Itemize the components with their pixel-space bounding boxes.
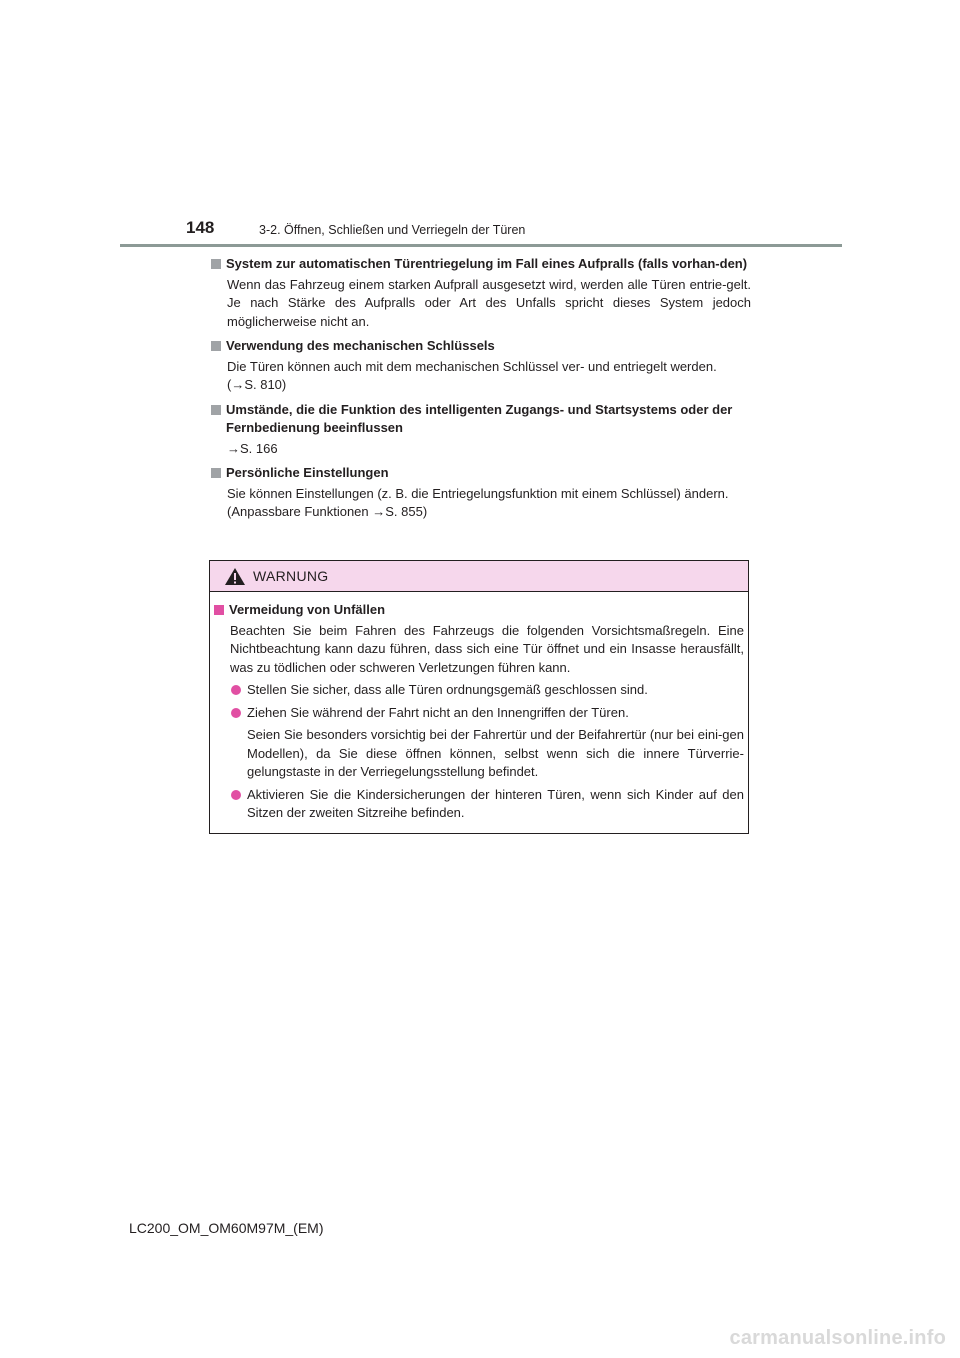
section-personal-settings [211,464,751,522]
warning-bullet [214,786,744,823]
warning-intro: Beachten Sie beim Fahren des Fahrzeugs die folgenden Vorsichtsmaßregeln. Eine Nichtbeachtung kann dazu führen, dass sich eine Tür öffnet und ein Insasse herausfällt, was zu tödlichen oder schweren Verletzungen führen kann. [230,622,744,675]
page-number: 148 [186,218,215,237]
section-heading [211,337,751,356]
round-bullet-icon [231,685,241,695]
warning-bullet [214,681,744,700]
square-bullet-icon [211,468,221,478]
section-heading-text: System zur automatischen Türentriegelung im Fall eines Aufpralls (falls vorhan-den) [226,256,748,271]
section-crash-unlock [211,255,751,331]
warning-body [214,601,744,823]
warning-bullet-detail: Seien Sie besonders vorsichtig bei der Fahrertür und der Beifahrertür (nur bei eini-gen Modellen), da Sie diese öffnen können, selbst wenn sich die innere Türverrie-gelungstaste in der Verriegelungsstellung befindet. [247,727,744,779]
bullet-text: Aktivieren Sie die Kindersicherungen der hinteren Türen, wenn sich Kinder auf den Sitzen der zweiten Sitzreihe befinden. [247,786,744,820]
bullet-text: Ziehen Sie während der Fahrt nicht an den Innengriffen der Türen. [247,704,629,720]
square-bullet-icon [211,341,221,351]
section-text: →S. 166 [227,440,278,456]
square-bullet-icon [214,605,224,615]
section-heading-text: Verwendung des mechanischen Schlüssels [226,338,495,353]
section-smart-entry-factors [211,401,751,459]
warning-heading [214,601,744,620]
chapter-title: 3-2. Öffnen, Schließen und Verriegeln der Türen [259,223,526,237]
square-bullet-icon [211,405,221,415]
section-heading [211,401,751,438]
section-text: Sie können Einstellungen (z. B. die Entriegelungsfunktion mit einem Schlüssel) ändern. (Anpassbare Funktionen →S. 855) [227,485,729,519]
section-heading [211,464,751,483]
section-heading-text: Persönliche Einstellungen [226,465,389,480]
document-id: LC200_OM_OM60M97M_(EM) [129,1220,324,1236]
section-mechanical-key [211,337,751,395]
warning-title: WARNUNG [253,568,329,584]
section-heading [211,255,751,274]
square-bullet-icon [211,259,221,269]
round-bullet-icon [231,790,241,800]
section-text: Wenn das Fahrzeug einem starken Aufprall ausgesetzt wird, werden alle Türen entrie-gelt. Je nach Stärke des Aufpralls oder Art des Unfalls spricht dieses System jedoch möglicherweise nicht an. [227,276,751,329]
warning-header [210,561,748,592]
warning-bullet [214,704,744,723]
section-heading-text: Umstände, die die Funktion des intelligenten Zugangs- und Startsystems oder der Fernbedienung beeinflussen [226,401,733,435]
main-content [211,255,751,528]
watermark: carmanualsonline.info [729,1327,946,1349]
round-bullet-icon [231,708,241,718]
header-rule [120,244,842,247]
warning-triangle-icon [224,567,246,586]
bullet-text: Stellen Sie sicher, dass alle Türen ordnungsgemäß geschlossen sind. [247,682,648,697]
warning-box [209,560,749,834]
section-text: Die Türen können auch mit dem mechanischen Schlüssel ver- und entriegelt werden. (→S. 810) [227,358,717,392]
warning-heading-text: Vermeidung von Unfällen [229,602,386,617]
